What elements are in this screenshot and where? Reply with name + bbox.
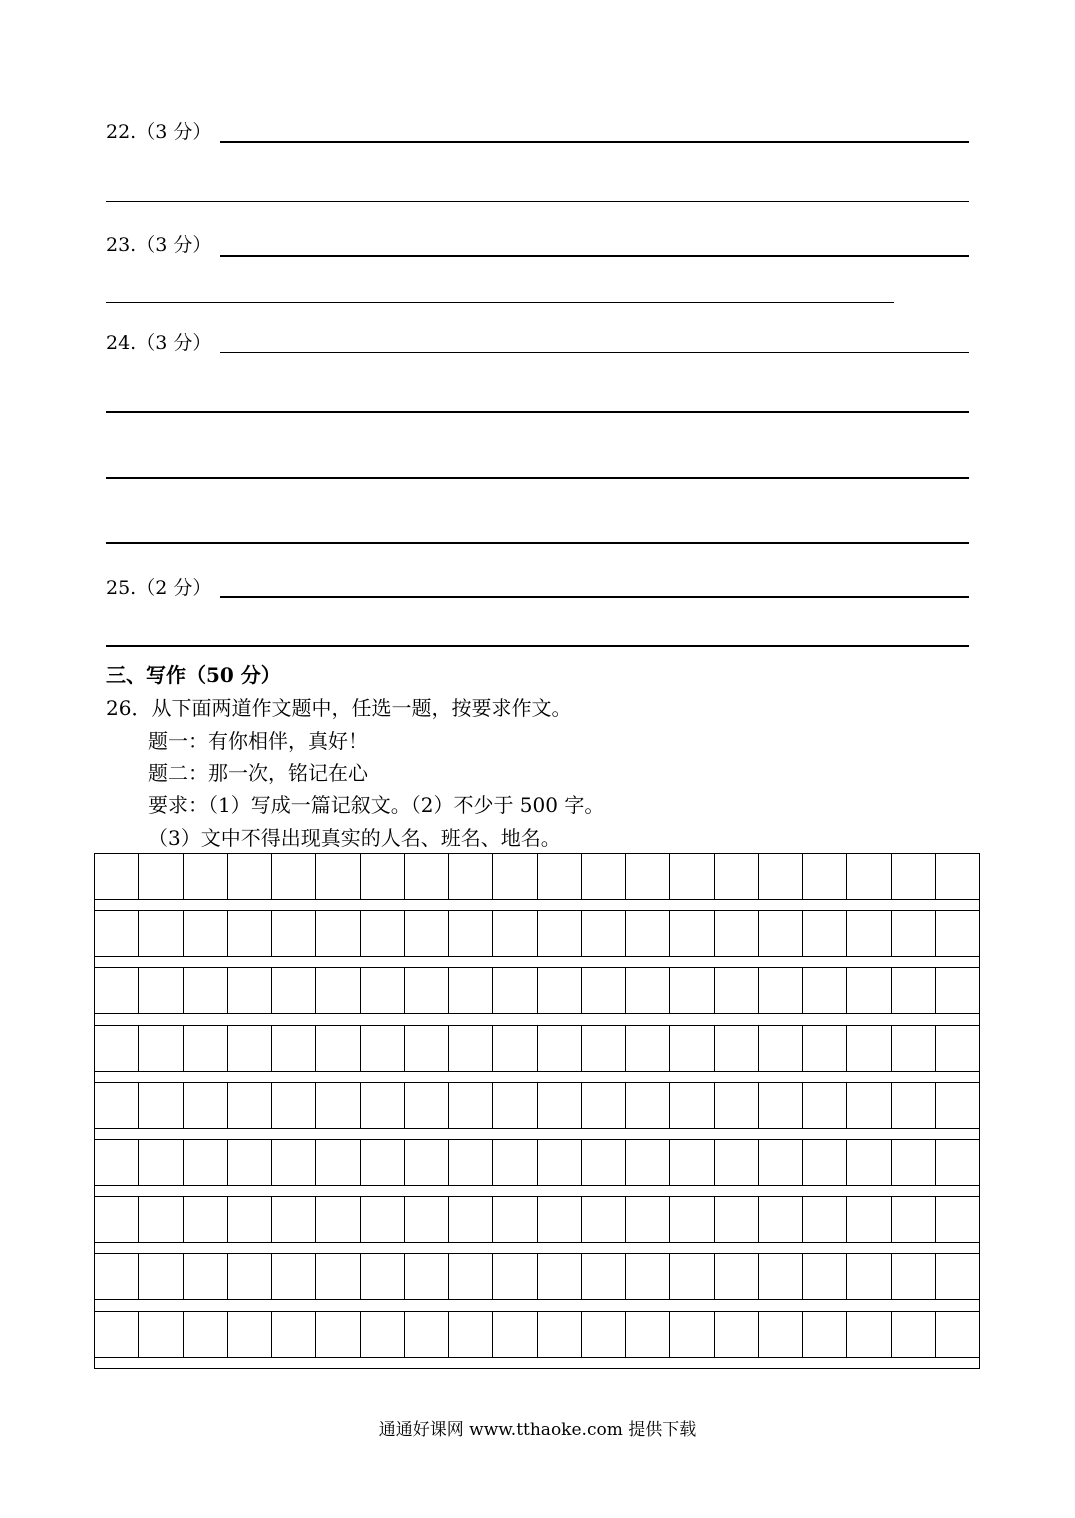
composition-grid[interactable] — [94, 853, 980, 1369]
grid-cell[interactable] — [803, 1197, 847, 1242]
grid-cell[interactable] — [626, 1312, 670, 1357]
grid-cell[interactable] — [316, 1312, 360, 1357]
grid-cell[interactable] — [670, 1312, 714, 1357]
grid-cell[interactable] — [892, 854, 936, 899]
grid-cell[interactable] — [184, 911, 228, 956]
grid-row — [95, 1197, 979, 1243]
grid-cell[interactable] — [95, 1312, 139, 1357]
grid-cell[interactable] — [184, 1312, 228, 1357]
grid-cell[interactable] — [670, 1026, 714, 1071]
grid-cell[interactable] — [892, 1026, 936, 1071]
grid-cell[interactable] — [892, 1254, 936, 1299]
grid-cell[interactable] — [759, 1026, 803, 1071]
grid-cell[interactable] — [405, 968, 449, 1013]
grid-cell[interactable] — [449, 1026, 493, 1071]
grid-cell[interactable] — [316, 1254, 360, 1299]
grid-cell[interactable] — [405, 1083, 449, 1128]
grid-cell[interactable] — [759, 1254, 803, 1299]
grid-row-gap — [95, 900, 979, 911]
grid-cell[interactable] — [139, 911, 183, 956]
grid-cell[interactable] — [228, 1312, 272, 1357]
grid-cell[interactable] — [847, 1026, 891, 1071]
grid-cell[interactable] — [272, 911, 316, 956]
grid-cell[interactable] — [405, 1026, 449, 1071]
grid-row — [95, 911, 979, 957]
grid-cell[interactable] — [272, 1312, 316, 1357]
grid-cell[interactable] — [538, 854, 582, 899]
question-22-label: 22.（3 分） — [106, 121, 212, 143]
grid-cell[interactable] — [538, 1312, 582, 1357]
grid-row-gap — [95, 1014, 979, 1025]
grid-cell[interactable] — [670, 1140, 714, 1185]
grid-cell[interactable] — [228, 1197, 272, 1242]
grid-cell[interactable] — [626, 968, 670, 1013]
answer-line[interactable] — [106, 542, 969, 544]
grid-cell[interactable] — [449, 1312, 493, 1357]
grid-cell[interactable] — [715, 1254, 759, 1299]
grid-cell[interactable] — [139, 1254, 183, 1299]
grid-cell[interactable] — [493, 1312, 537, 1357]
answer-line[interactable] — [106, 411, 969, 413]
grid-cell[interactable] — [892, 1312, 936, 1357]
grid-cell[interactable] — [715, 854, 759, 899]
grid-cell[interactable] — [272, 1254, 316, 1299]
grid-cell[interactable] — [582, 1197, 626, 1242]
grid-cell[interactable] — [316, 968, 360, 1013]
grid-cell[interactable] — [493, 854, 537, 899]
grid-cell[interactable] — [405, 854, 449, 899]
grid-cell[interactable] — [184, 1083, 228, 1128]
answer-line[interactable] — [220, 596, 969, 598]
grid-row — [95, 1140, 979, 1186]
grid-cell[interactable] — [493, 1197, 537, 1242]
grid-cell[interactable] — [361, 1254, 405, 1299]
grid-cell[interactable] — [670, 1254, 714, 1299]
question-24-label: 24.（3 分） — [106, 332, 212, 354]
grid-cell[interactable] — [936, 1312, 979, 1357]
grid-cell[interactable] — [405, 911, 449, 956]
question-25-label: 25.（2 分） — [106, 577, 212, 599]
grid-row — [95, 1312, 979, 1358]
grid-cell[interactable] — [272, 968, 316, 1013]
grid-cell[interactable] — [538, 1083, 582, 1128]
grid-cell[interactable] — [361, 911, 405, 956]
grid-cell[interactable] — [449, 1140, 493, 1185]
grid-cell[interactable] — [759, 911, 803, 956]
grid-cell[interactable] — [715, 1026, 759, 1071]
grid-row-gap — [95, 1358, 979, 1369]
grid-cell[interactable] — [715, 968, 759, 1013]
grid-cell[interactable] — [449, 911, 493, 956]
grid-cell[interactable] — [715, 911, 759, 956]
grid-cell[interactable] — [538, 1254, 582, 1299]
grid-cell[interactable] — [228, 968, 272, 1013]
grid-cell[interactable] — [803, 911, 847, 956]
grid-row-gap — [95, 1072, 979, 1083]
grid-cell[interactable] — [847, 1312, 891, 1357]
grid-cell[interactable] — [361, 854, 405, 899]
grid-cell[interactable] — [759, 854, 803, 899]
topic-two: 题二：那一次，铭记在心 — [148, 761, 368, 785]
grid-cell[interactable] — [936, 911, 979, 956]
grid-cell[interactable] — [449, 1197, 493, 1242]
grid-cell[interactable] — [184, 1026, 228, 1071]
grid-row — [95, 1026, 979, 1072]
grid-cell[interactable] — [847, 1254, 891, 1299]
grid-cell[interactable] — [405, 1312, 449, 1357]
section-title: 三、写作（50 分） — [106, 663, 281, 687]
grid-cell[interactable] — [892, 1197, 936, 1242]
grid-cell[interactable] — [538, 968, 582, 1013]
grid-row — [95, 1254, 979, 1300]
grid-row — [95, 1083, 979, 1129]
grid-cell[interactable] — [759, 1083, 803, 1128]
grid-cell[interactable] — [493, 1254, 537, 1299]
answer-line[interactable] — [220, 352, 969, 353]
grid-cell[interactable] — [139, 1312, 183, 1357]
grid-cell[interactable] — [715, 1140, 759, 1185]
grid-cell[interactable] — [405, 1140, 449, 1185]
grid-cell[interactable] — [405, 1254, 449, 1299]
grid-cell[interactable] — [361, 968, 405, 1013]
grid-cell[interactable] — [715, 1083, 759, 1128]
grid-cell[interactable] — [670, 968, 714, 1013]
grid-row-gap — [95, 957, 979, 968]
grid-cell[interactable] — [670, 1197, 714, 1242]
grid-cell[interactable] — [715, 1312, 759, 1357]
grid-cell[interactable] — [272, 854, 316, 899]
grid-cell[interactable] — [361, 1026, 405, 1071]
grid-cell[interactable] — [228, 1254, 272, 1299]
grid-cell[interactable] — [139, 968, 183, 1013]
grid-cell[interactable] — [316, 1197, 360, 1242]
grid-cell[interactable] — [847, 911, 891, 956]
question-23-label: 23.（3 分） — [106, 234, 212, 256]
grid-row-gap — [95, 1186, 979, 1197]
topic-one: 题一：有你相伴，真好！ — [148, 729, 368, 753]
grid-cell[interactable] — [316, 854, 360, 899]
grid-cell[interactable] — [95, 1254, 139, 1299]
grid-cell[interactable] — [670, 911, 714, 956]
grid-cell[interactable] — [803, 1026, 847, 1071]
grid-cell[interactable] — [95, 1140, 139, 1185]
grid-cell[interactable] — [936, 1197, 979, 1242]
grid-row — [95, 968, 979, 1014]
grid-cell[interactable] — [449, 854, 493, 899]
grid-cell[interactable] — [228, 1083, 272, 1128]
grid-cell[interactable] — [184, 1197, 228, 1242]
grid-cell[interactable] — [582, 1083, 626, 1128]
grid-cell[interactable] — [759, 1140, 803, 1185]
grid-row — [95, 854, 979, 900]
answer-line[interactable] — [106, 201, 969, 202]
grid-cell[interactable] — [847, 1140, 891, 1185]
grid-cell[interactable] — [538, 1026, 582, 1071]
grid-cell[interactable] — [95, 1083, 139, 1128]
grid-cell[interactable] — [316, 1026, 360, 1071]
grid-cell[interactable] — [582, 911, 626, 956]
grid-cell[interactable] — [95, 1197, 139, 1242]
grid-cell[interactable] — [626, 1140, 670, 1185]
grid-cell[interactable] — [538, 1197, 582, 1242]
grid-cell[interactable] — [936, 1140, 979, 1185]
grid-cell[interactable] — [228, 911, 272, 956]
grid-cell[interactable] — [582, 854, 626, 899]
grid-cell[interactable] — [626, 1254, 670, 1299]
grid-cell[interactable] — [272, 1197, 316, 1242]
grid-cell[interactable] — [892, 1083, 936, 1128]
answer-line[interactable] — [220, 255, 969, 257]
grid-cell[interactable] — [803, 1083, 847, 1128]
grid-cell[interactable] — [184, 968, 228, 1013]
grid-cell[interactable] — [626, 911, 670, 956]
grid-cell[interactable] — [449, 1083, 493, 1128]
grid-cell[interactable] — [493, 911, 537, 956]
grid-cell[interactable] — [272, 1026, 316, 1071]
grid-cell[interactable] — [803, 1140, 847, 1185]
grid-cell[interactable] — [538, 911, 582, 956]
grid-cell[interactable] — [228, 1140, 272, 1185]
grid-cell[interactable] — [847, 1197, 891, 1242]
grid-cell[interactable] — [538, 1140, 582, 1185]
grid-cell[interactable] — [272, 1140, 316, 1185]
grid-cell[interactable] — [449, 1254, 493, 1299]
grid-cell[interactable] — [670, 854, 714, 899]
grid-cell[interactable] — [361, 1140, 405, 1185]
grid-cell[interactable] — [139, 1026, 183, 1071]
grid-cell[interactable] — [361, 1312, 405, 1357]
grid-cell[interactable] — [626, 1026, 670, 1071]
grid-cell[interactable] — [803, 854, 847, 899]
grid-cell[interactable] — [493, 1026, 537, 1071]
grid-cell[interactable] — [95, 911, 139, 956]
grid-row-gap — [95, 1129, 979, 1140]
grid-cell[interactable] — [936, 1026, 979, 1071]
grid-cell[interactable] — [936, 1083, 979, 1128]
grid-cell[interactable] — [493, 968, 537, 1013]
grid-cell[interactable] — [582, 1254, 626, 1299]
grid-cell[interactable] — [228, 854, 272, 899]
grid-cell[interactable] — [626, 1083, 670, 1128]
grid-cell[interactable] — [316, 1083, 360, 1128]
footer-text: 通通好课网 www.tthaoke.com 提供下载 — [378, 1420, 697, 1440]
grid-cell[interactable] — [582, 1026, 626, 1071]
answer-line[interactable] — [220, 141, 969, 143]
grid-cell[interactable] — [272, 1083, 316, 1128]
grid-cell[interactable] — [316, 911, 360, 956]
grid-cell[interactable] — [892, 1140, 936, 1185]
answer-line[interactable] — [106, 302, 894, 303]
grid-cell[interactable] — [139, 1083, 183, 1128]
grid-cell[interactable] — [626, 1197, 670, 1242]
grid-cell[interactable] — [626, 854, 670, 899]
answer-line[interactable] — [106, 477, 969, 479]
grid-cell[interactable] — [892, 911, 936, 956]
grid-cell[interactable] — [184, 854, 228, 899]
grid-cell[interactable] — [892, 968, 936, 1013]
grid-cell[interactable] — [803, 968, 847, 1013]
grid-cell[interactable] — [361, 1083, 405, 1128]
grid-cell[interactable] — [493, 1140, 537, 1185]
grid-cell[interactable] — [936, 1254, 979, 1299]
grid-cell[interactable] — [405, 1197, 449, 1242]
writing-question: 26．从下面两道作文题中，任选一题，按要求作文。 — [106, 696, 572, 720]
grid-cell[interactable] — [493, 1083, 537, 1128]
grid-cell[interactable] — [582, 968, 626, 1013]
answer-line[interactable] — [106, 645, 969, 647]
grid-cell[interactable] — [95, 968, 139, 1013]
grid-cell[interactable] — [847, 854, 891, 899]
grid-cell[interactable] — [759, 1197, 803, 1242]
grid-cell[interactable] — [582, 1140, 626, 1185]
grid-cell[interactable] — [139, 854, 183, 899]
grid-cell[interactable] — [228, 1026, 272, 1071]
grid-cell[interactable] — [847, 968, 891, 1013]
grid-cell[interactable] — [715, 1197, 759, 1242]
grid-cell[interactable] — [184, 1140, 228, 1185]
requirement-2: （3）文中不得出现真实的人名、班名、地名。 — [148, 826, 561, 850]
grid-row-gap — [95, 1243, 979, 1254]
grid-cell[interactable] — [759, 1312, 803, 1357]
requirement-1: 要求：（1）写成一篇记叙文。（2）不少于 500 字。 — [148, 793, 605, 817]
grid-cell[interactable] — [803, 1312, 847, 1357]
grid-cell[interactable] — [361, 1197, 405, 1242]
grid-cell[interactable] — [936, 968, 979, 1013]
grid-cell[interactable] — [803, 1254, 847, 1299]
grid-cell[interactable] — [139, 1140, 183, 1185]
grid-cell[interactable] — [139, 1197, 183, 1242]
grid-cell[interactable] — [95, 854, 139, 899]
grid-cell[interactable] — [316, 1140, 360, 1185]
grid-cell[interactable] — [184, 1254, 228, 1299]
grid-cell[interactable] — [95, 1026, 139, 1071]
grid-cell[interactable] — [759, 968, 803, 1013]
grid-cell[interactable] — [936, 854, 979, 899]
grid-cell[interactable] — [449, 968, 493, 1013]
grid-row-gap — [95, 1300, 979, 1311]
grid-cell[interactable] — [847, 1083, 891, 1128]
grid-cell[interactable] — [670, 1083, 714, 1128]
grid-cell[interactable] — [582, 1312, 626, 1357]
